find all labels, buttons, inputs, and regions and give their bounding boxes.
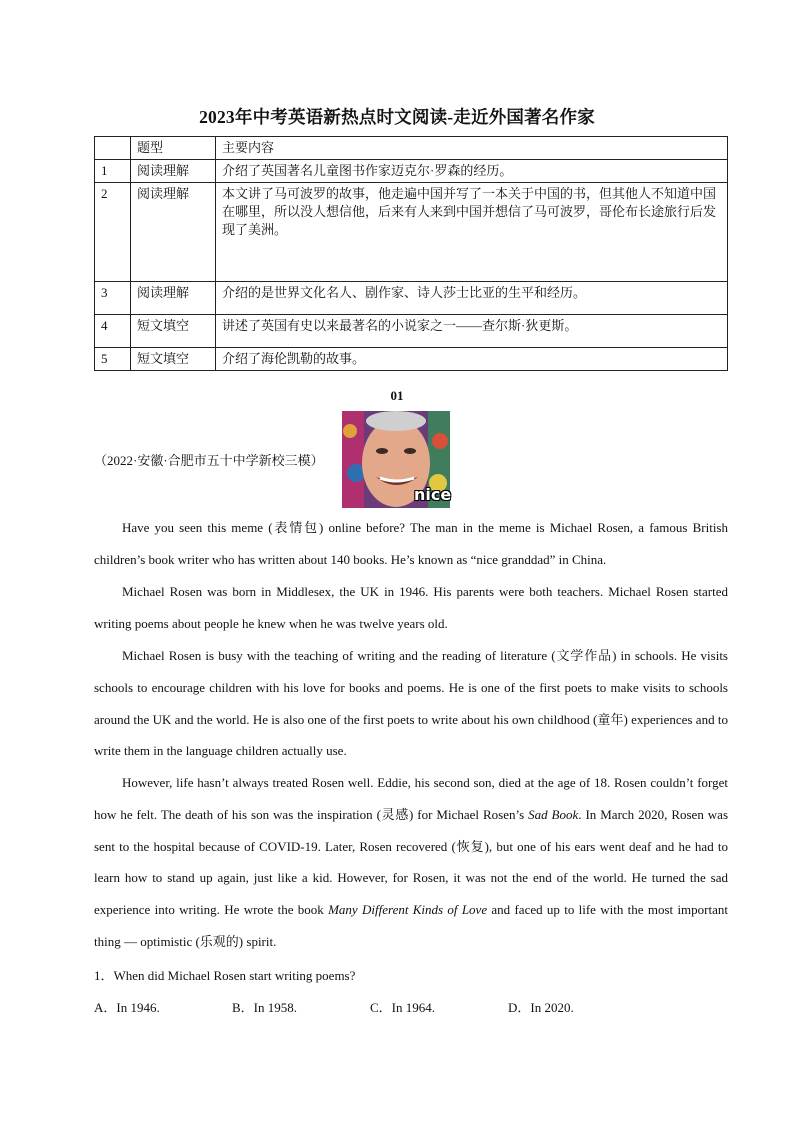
row-type: 阅读理解 <box>131 183 216 282</box>
row-type: 短文填空 <box>131 348 216 371</box>
answer-options <box>94 997 728 1016</box>
paragraph-text: Michael Rosen is busy with the teaching of writing and the reading of literature (文学作品) in schools. He visits schools to encourage children with his love for books and poems. He is one of the first poets to make visits to schools around the UK and the world. He is also one of the first poets to write about his own childhood (童年) experiences and to write them in the language children actually use. <box>94 648 728 759</box>
paragraph <box>94 576 728 640</box>
paragraph-text: . In March 2020, Rosen was sent to the hospital because of COVID-19. Later, Rosen recovered (恢复), but one of his ears went deaf and he had to learn how to stand up again, just like a kid. However, for Rosen, it was not the end of the world. He turned the sad experience into writing. He wrote the book <box>94 806 728 918</box>
option-c[interactable]: C．In 1964. <box>370 1000 436 1015</box>
table-row <box>95 315 728 348</box>
paragraph-text: However, life hasn’t always treated Rosen well. Eddie, his second son, died at the age of 18. Rosen couldn’t forget how he felt. The death of his son was the inspiration (灵感) for Michael Rosen’s <box>94 775 728 822</box>
paragraph-text: Michael Rosen was born in Middlesex, the UK in 1946. His parents were both teachers. Michael Rosen started writing poems about people he knew when he was twelve years old. <box>94 584 728 631</box>
table-row <box>95 282 728 315</box>
row-content: 讲述了英国有史以来最著名的小说家之一——查尔斯·狄更斯。 <box>216 315 728 348</box>
page-title: 2023年中考英语新热点时文阅读-走近外国著名作家 <box>199 107 595 127</box>
paragraph <box>94 640 728 767</box>
summary-table <box>94 136 728 371</box>
row-number: 4 <box>95 315 131 348</box>
paragraph-text: Have you seen this meme (表情包) online before? The man in the meme is Michael Rosen, a famous British children’s book writer who has written about 140 books. He’s known as “nice granddad” in China. <box>94 520 728 567</box>
row-content: 介绍了英国著名儿童图书作家迈克尔·罗森的经历。 <box>216 160 728 183</box>
section-number: 01 <box>390 388 404 403</box>
row-number: 2 <box>95 183 131 282</box>
row-number: 3 <box>95 282 131 315</box>
meme-caption: nice <box>414 485 452 504</box>
book-title: Many Different Kinds of Love <box>328 902 488 918</box>
option-b[interactable]: B．In 1958. <box>232 1000 298 1015</box>
paragraph <box>94 512 728 576</box>
row-type: 阅读理解 <box>131 282 216 315</box>
row-type: 短文填空 <box>131 315 216 348</box>
table-row <box>95 183 728 282</box>
source-label: （2022·安徽·合肥市五十中学新校三模） <box>94 453 324 468</box>
row-type: 阅读理解 <box>131 160 216 183</box>
row-content: 介绍的是世界文化名人、剧作家、诗人莎士比亚的生平和经历。 <box>216 282 728 315</box>
table-row <box>95 160 728 183</box>
row-content: 介绍了海伦凯勒的故事。 <box>216 348 728 371</box>
table-header-cell: 主要内容 <box>216 137 728 160</box>
row-number: 1 <box>95 160 131 183</box>
option-a[interactable]: A．In 1946. <box>94 1000 160 1015</box>
table-header-row <box>95 137 728 160</box>
paragraph <box>94 767 728 958</box>
option-d[interactable]: D．In 2020. <box>508 1000 574 1015</box>
table-row <box>95 348 728 371</box>
row-number: 5 <box>95 348 131 371</box>
book-title: Sad Book <box>528 806 579 822</box>
row-content: 本文讲了马可波罗的故事，他走遍中国并写了一本关于中国的书，但其他人不知道中国在哪里，所以没人想信他，后来有人来到中国并想信了马可波罗，哥伦布长途旅行后发现了美洲。 <box>216 183 728 282</box>
question-text: 1．When did Michael Rosen start writing poems? <box>94 968 356 983</box>
table-header-cell <box>95 137 131 160</box>
table-header-cell: 题型 <box>131 137 216 160</box>
paragraph-text: and faced up to life with the most important thing — optimistic (乐观的) spirit. <box>94 902 728 949</box>
